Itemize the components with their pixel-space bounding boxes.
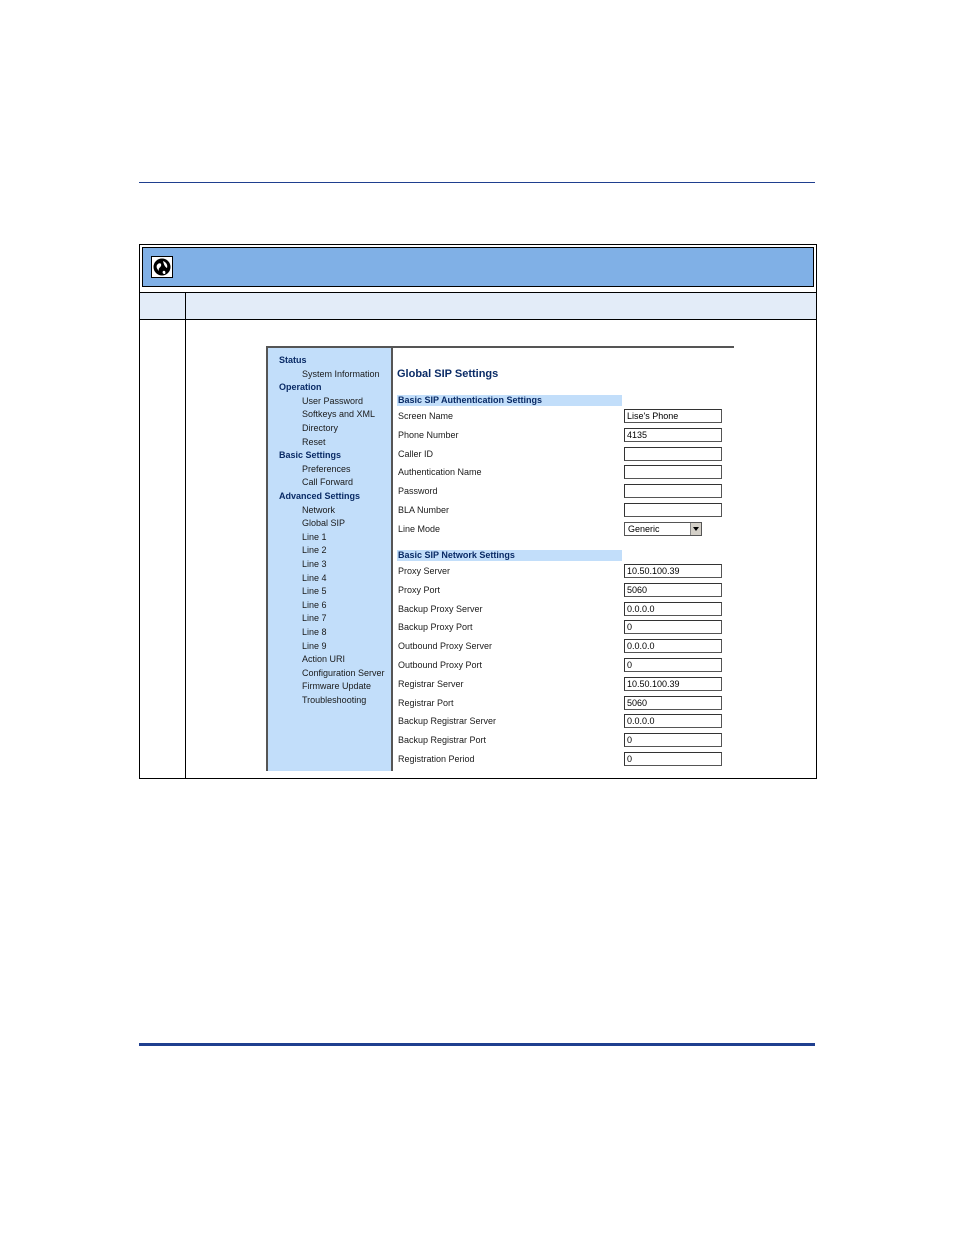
text-input[interactable] — [624, 503, 722, 517]
sidebar-link[interactable]: Firmware Update — [302, 681, 372, 692]
text-input[interactable]: 0 — [624, 752, 722, 766]
auth-section-header: Basic SIP Authentication Settings — [397, 395, 622, 406]
sidebar-link[interactable]: Preferences — [302, 463, 351, 474]
sidebar-section-title: Status — [279, 355, 307, 365]
procedure-header — [142, 247, 814, 287]
text-input[interactable]: 4135 — [624, 428, 722, 442]
text-input[interactable]: 0.0.0.0 — [624, 639, 722, 653]
step-column-divider — [185, 292, 186, 778]
sidebar-link[interactable]: Line 9 — [302, 640, 327, 651]
sidebar-link[interactable]: Directory — [302, 423, 339, 433]
field-label: Proxy Server — [398, 566, 451, 576]
text-input[interactable]: 0 — [624, 733, 722, 747]
text-input[interactable]: 0 — [624, 658, 722, 672]
sidebar-link[interactable]: System Information — [302, 368, 380, 379]
text-input[interactable] — [624, 447, 722, 461]
field-label: Authentication Name — [398, 467, 482, 478]
sidebar-section-title: Basic Settings — [279, 450, 342, 461]
text-input[interactable]: 5060 — [624, 696, 722, 710]
sidebar-link[interactable]: Line 3 — [302, 559, 327, 569]
field-label: Backup Proxy Port — [398, 622, 473, 633]
sidebar-link[interactable]: User Password — [302, 395, 364, 406]
page-title: Global SIP Settings — [397, 368, 499, 380]
text-input[interactable] — [624, 465, 722, 479]
sidebar-link[interactable]: Line 8 — [302, 627, 327, 637]
top-rule — [139, 182, 815, 183]
text-input[interactable]: Lise's Phone — [624, 409, 722, 423]
sidebar-link[interactable]: Line 6 — [302, 599, 327, 610]
sidebar-link[interactable]: Line 5 — [302, 586, 327, 597]
line-mode-select[interactable] — [624, 522, 702, 536]
sidebar-link[interactable]: Call Forward — [302, 477, 354, 488]
field-label: Outbound Proxy Server — [398, 641, 493, 652]
web-ui-screenshot — [266, 346, 734, 771]
sidebar-link[interactable]: Line 2 — [302, 545, 327, 556]
field-label: Screen Name — [398, 411, 454, 421]
sidebar-link[interactable]: Reset — [302, 436, 326, 447]
text-input[interactable]: 5060 — [624, 583, 722, 597]
sidebar-link[interactable]: Network — [302, 504, 336, 515]
sidebar-section-title: Advanced Settings — [279, 491, 361, 501]
field-label: Phone Number — [398, 429, 459, 440]
sidebar-link[interactable]: Configuration Server — [302, 667, 385, 678]
web-ui-sidebar — [268, 348, 393, 771]
text-input[interactable]: 0.0.0.0 — [624, 714, 722, 728]
bottom-rule — [139, 1043, 815, 1046]
sidebar-section-title: Operation — [279, 382, 322, 393]
sidebar-link[interactable]: Action URI — [302, 654, 346, 665]
field-label: Password — [398, 486, 438, 497]
field-label: Registrar Port — [398, 697, 454, 708]
text-input[interactable]: 10.50.100.39 — [624, 677, 722, 691]
text-input[interactable]: 10.50.100.39 — [624, 564, 722, 578]
field-label: Registrar Server — [398, 678, 464, 689]
network-section-header: Basic SIP Network Settings — [397, 550, 622, 561]
field-label: BLA Number — [398, 505, 450, 515]
sidebar-link[interactable]: Line 7 — [302, 613, 327, 624]
web-ui-globe-icon — [151, 256, 173, 278]
sidebar-link[interactable]: Line 1 — [302, 531, 327, 542]
field-label: Backup Registrar Server — [398, 716, 497, 727]
sidebar-link[interactable]: Softkeys and XML — [302, 409, 376, 420]
text-input[interactable] — [624, 484, 722, 498]
line-mode-value: Generic — [628, 523, 660, 534]
line-mode-label: Line Mode — [398, 523, 441, 534]
text-input[interactable]: 0 — [624, 620, 722, 634]
field-label: Registration Period — [398, 754, 475, 764]
field-label: Caller ID — [398, 448, 434, 459]
global-sip-settings-panel — [393, 348, 734, 771]
sidebar-link[interactable]: Global SIP — [302, 518, 346, 529]
sidebar-link[interactable]: Line 4 — [302, 572, 327, 583]
field-label: Backup Registrar Port — [398, 735, 487, 746]
sidebar-link[interactable]: Troubleshooting — [302, 695, 367, 705]
chevron-down-icon[interactable] — [690, 523, 701, 535]
procedure-subheader — [140, 292, 816, 320]
field-label: Outbound Proxy Port — [398, 660, 483, 670]
field-label: Backup Proxy Server — [398, 603, 483, 614]
text-input[interactable]: 0.0.0.0 — [624, 602, 722, 616]
field-label: Proxy Port — [398, 584, 441, 595]
